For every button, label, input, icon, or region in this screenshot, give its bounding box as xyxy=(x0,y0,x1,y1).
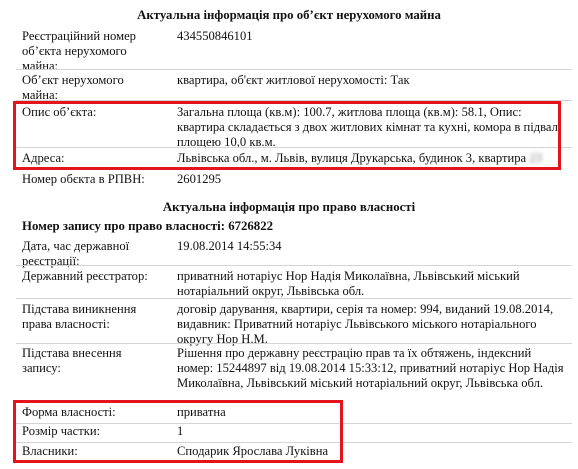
property-section-title: Актуальна інформація про об’єкт нерухомого майна xyxy=(137,8,441,22)
divider xyxy=(16,343,572,344)
ownership-record-number: Номер запису про право власності: 6726822 xyxy=(22,219,273,233)
registration-date-label: Дата, час державної реєстрації: xyxy=(22,239,130,268)
object-label: Об’єкт нерухомого майна: xyxy=(22,73,124,102)
highlight-box-ownership-details xyxy=(13,400,343,463)
redacted-apartment-number: 23 xyxy=(529,151,542,165)
divider xyxy=(16,265,572,266)
description-value: Загальна площа (кв.м): 100.7, житлова площа (кв.м): 58.1, Опис: квартира складається з двох житлових кімнат та кухні, комора в підвалі площею 10,0 кв.м. xyxy=(177,105,562,149)
address-label: Адреса: xyxy=(22,151,65,165)
divider xyxy=(16,69,572,70)
registration-number-value: 434550846101 xyxy=(177,29,253,43)
registration-date-value: 19.08.2014 14:55:34 xyxy=(177,239,282,253)
owners-value: Сподарик Ярослава Луківна xyxy=(177,444,329,458)
ownership-basis-value: договір дарування, квартири, серія та номер: 994, виданий 19.08.2014, видавник: Приватний нотаріус Львівського міського нотаріального округу Нор Н.М. xyxy=(177,302,554,346)
highlight-box-description-address xyxy=(13,101,561,170)
ownership-form-value: приватна xyxy=(177,405,226,419)
object-value: квартира, об'єкт житлової нерухомості: Так xyxy=(177,73,410,87)
owners-label: Власники: xyxy=(22,444,78,458)
registration-number-label: Реєстраційний номер об’єкта нерухомого майна: xyxy=(22,29,136,73)
registrar-value: приватний нотаріус Нор Надія Миколаївна, Львівський міський нотаріальний округ, Львівська обл. xyxy=(177,269,520,298)
ownership-form-label: Форма власності: xyxy=(22,405,116,419)
ownership-section-title: Актуальна інформація про право власності xyxy=(162,200,416,214)
rpvn-number-value: 2601295 xyxy=(177,172,222,186)
entry-basis-value: Рішення про державну реєстрацію прав та їх обтяжень, індексний номер: 15244897 від 19.08.2014 15:33:12, приватний нотаріус Нор Надія Миколаївна, Львівський міський нотаріальний округ, Львівська обл. xyxy=(177,346,564,390)
share-size-label: Розмір частки: xyxy=(22,424,101,438)
rpvn-number-label: Номер обєкта в РПВН: xyxy=(22,172,145,186)
entry-basis-label: Підстава внесення запису: xyxy=(22,346,122,375)
description-label: Опис об’єкта: xyxy=(22,105,97,119)
share-size-value: 1 xyxy=(177,424,184,438)
divider xyxy=(16,298,572,299)
ownership-basis-label: Підстава виникнення права власності: xyxy=(22,302,137,331)
address-text: Львівська обл., м. Львів, вулиця Друкарська, будинок 3, квартира xyxy=(177,151,527,165)
registrar-label: Державний реєстратор: xyxy=(22,269,148,283)
